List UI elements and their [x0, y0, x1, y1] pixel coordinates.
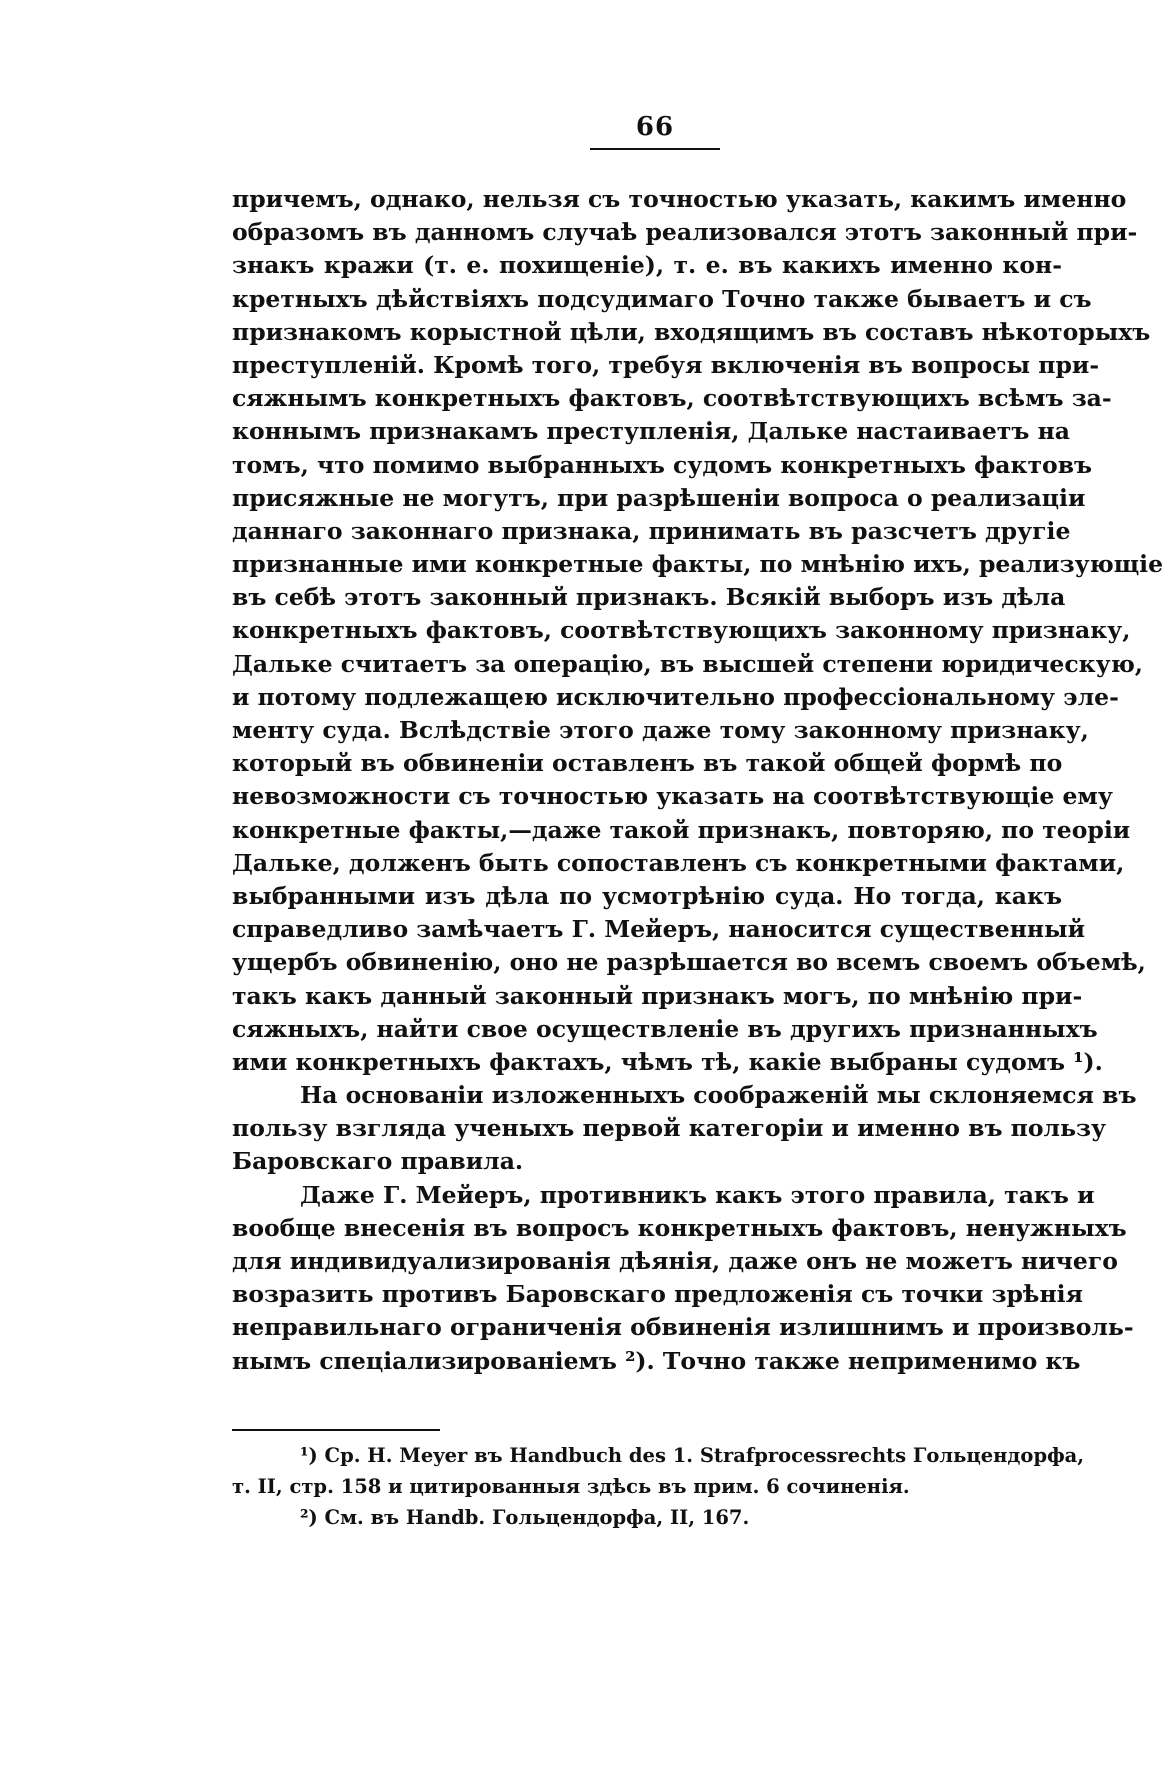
text-line: Баровскаго правила. [232, 1147, 524, 1176]
text-line: преступленій. Кромѣ того, требуя включенія въ вопросы при- [232, 350, 1100, 379]
text-line: который въ обвиненіи оставленъ въ такой общей формѣ по [232, 749, 1063, 778]
text-line: справедливо замѣчаетъ Г. Мейеръ, наносится существенный [232, 915, 1086, 944]
footnote-line: ²) См. въ Handb. Гольцендорфа, II, 167. [300, 1506, 750, 1529]
paragraph-start-line: Даже Г. Мейеръ, противникъ какъ этого правила, такъ и [300, 1180, 1095, 1209]
text-line: и потому подлежащею исключительно профессіональному эле- [232, 682, 1119, 711]
footnotes [232, 1440, 1085, 1533]
text-line: въ себѣ этотъ законный признакъ. Всякій выборъ изъ дѣла [232, 583, 1066, 612]
text-line: кретныхъ дѣйствіяхъ подсудимаго Точно также бываетъ и съ [232, 284, 1092, 313]
text-line: пользу взгляда ученыхъ первой категоріи и именно въ пользу [232, 1114, 1107, 1143]
text-line: для индивидуализированія дѣянія, даже онъ не можетъ ничего [232, 1247, 1118, 1275]
text-line: признакомъ корыстной цѣли, входящимъ въ составъ нѣкоторыхъ [232, 317, 1151, 346]
text-line: неправильнаго ограниченія обвиненія излишнимъ и произволь- [232, 1313, 1134, 1342]
footnote-line: ¹) Cp. H. Meyer въ Handbuch des 1. Strafprocessrechts Гольцендорфа, [300, 1444, 1085, 1467]
footnote-divider [232, 1429, 440, 1431]
text-line: возразить противъ Баровскаго предложенія съ точки зрѣнія [232, 1280, 1083, 1309]
text-line: ими конкретныхъ фактахъ, чѣмъ тѣ, какіе выбраны судомъ ¹). [232, 1047, 1103, 1076]
text-line: такъ какъ данный законный признакъ могъ, по мнѣнію при- [232, 981, 1083, 1010]
text-line: томъ, что помимо выбранныхъ судомъ конкретныхъ фактовъ [232, 450, 1093, 479]
text-line: знакъ кражи (т. е. похищеніе), т. е. въ какихъ именно кон- [232, 251, 1062, 280]
text-line: невозможности съ точностью указать на соотвѣтствующіе ему [232, 782, 1113, 811]
text-line: Дальке считаетъ за операцію, въ высшей степени юридическую, [232, 649, 1143, 678]
text-line: сяжнымъ конкретныхъ фактовъ, соотвѣтствующихъ всѣмъ за- [232, 384, 1112, 413]
body-text [232, 183, 1163, 1378]
text-line: даннаго законнаго признака, принимать въ разсчетъ другіе [232, 516, 1071, 545]
page-number: 66 [590, 112, 720, 150]
text-line: причемъ, однако, нельзя съ точностью указать, какимъ именно [232, 185, 1127, 213]
text-line: ущербъ обвиненію, оно не разрѣшается во всемъ своемъ объемѣ, [232, 948, 1146, 977]
text-line: вообще внесенія въ вопросъ конкретныхъ фактовъ, ненужныхъ [232, 1213, 1127, 1242]
footnote-line: т. II, стр. 158 и цитированныя здѣсь въ прим. 6 сочиненія. [232, 1475, 910, 1498]
text-line: сяжныхъ, найти свое осуществленіе въ другихъ признанныхъ [232, 1014, 1098, 1043]
text-line: конкретныхъ фактовъ, соотвѣтствующихъ законному признаку, [232, 616, 1131, 645]
text-line: образомъ въ данномъ случаѣ реализовался этотъ законный при- [232, 218, 1138, 247]
text-line: выбранными изъ дѣла по усмотрѣнію суда. Но тогда, какъ [232, 881, 1062, 910]
text-line: признанные ими конкретные факты, по мнѣнію ихъ, реализующіе [232, 550, 1163, 579]
text-line: менту суда. Вслѣдствіе этого даже тому законному признаку, [232, 716, 1089, 744]
text-line: конкретные факты,—даже такой признакъ, повторяю, по теоріи [232, 815, 1131, 844]
text-line: присяжные не могутъ, при разрѣшеніи вопроса о реализаціи [232, 483, 1086, 512]
paragraph-start-line: На основаніи изложенныхъ соображеній мы склоняемся въ [300, 1081, 1137, 1110]
text-line: коннымъ признакамъ преступленія, Дальке настаиваетъ на [232, 417, 1071, 446]
text-line: нымъ спеціализированіемъ ²). Точно также неприменимо къ [232, 1346, 1081, 1375]
text-line: Дальке, долженъ быть сопоставленъ съ конкретными фактами, [232, 848, 1125, 877]
